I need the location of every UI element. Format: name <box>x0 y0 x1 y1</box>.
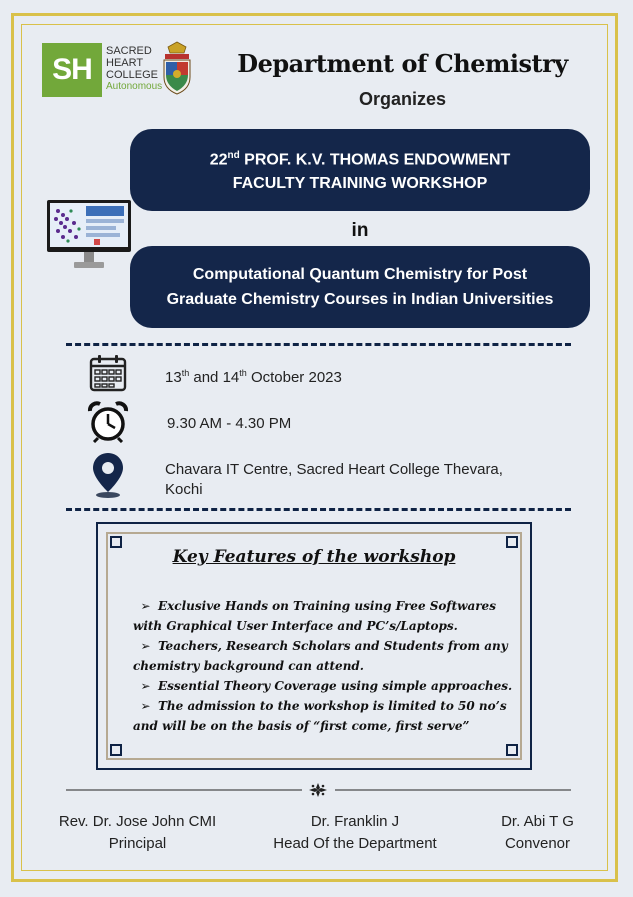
location-pin-icon <box>90 451 126 499</box>
computer-monitor-icon <box>46 199 132 273</box>
arrow-bullet-icon: ➢ <box>140 679 151 693</box>
venue-line-2: Kochi <box>165 481 203 498</box>
alarm-clock-icon <box>87 401 129 443</box>
calendar-icon <box>89 354 127 392</box>
date-day-1: 13 <box>165 369 182 386</box>
logo-line-4: Autonomous <box>106 81 163 92</box>
college-logo-mark <box>42 43 102 97</box>
feature-text: Exclusive Hands on Training using Free Softwares <box>158 599 496 613</box>
signatory-convenor <box>480 811 595 855</box>
features-corner-ornament <box>506 744 518 756</box>
venue-line-1: Chavara IT Centre, Sacred Heart College Thevara, <box>165 461 503 478</box>
edition-number: 22 <box>209 151 228 169</box>
college-crest-icon <box>160 41 194 97</box>
feature-item <box>133 696 513 736</box>
logo-line-1: SACRED <box>106 45 152 57</box>
feature-text: The admission to the workshop is limited to 50 no’s <box>158 699 507 713</box>
features-title: Key Features of the workshop <box>172 547 456 567</box>
feature-item <box>133 676 513 696</box>
workshop-title-line-1 <box>130 144 590 172</box>
workshop-title-banner <box>130 129 590 211</box>
signatory-hod <box>250 811 460 855</box>
edition-suffix: nd <box>227 149 240 161</box>
organizes-label: Organizes <box>358 89 447 109</box>
signatory-role: Principal <box>108 835 167 852</box>
event-venue <box>165 460 503 500</box>
ornament-divider <box>66 783 571 797</box>
event-date <box>165 363 342 388</box>
topic-line-2: Graduate Chemistry Courses in Indian Universities <box>166 291 554 308</box>
event-time: 9.30 AM - 4.30 PM <box>167 415 292 432</box>
feature-text: with Graphical User Interface and PC’s/Laptops. <box>133 619 458 633</box>
department-title: Department of Chemistry <box>237 49 568 78</box>
logo-initials: SH <box>52 53 92 86</box>
feature-text: chemistry background can attend. <box>133 659 364 673</box>
topic-banner <box>130 246 590 328</box>
divider-bottom <box>66 508 571 511</box>
date-and: and <box>189 369 223 386</box>
logo-line-2: HEART <box>106 57 144 69</box>
feature-item <box>133 596 513 636</box>
arrow-bullet-icon: ➢ <box>140 699 151 713</box>
feature-text: Teachers, Research Scholars and Students from any <box>158 639 508 653</box>
signatory-role: Head Of the Department <box>273 835 437 852</box>
signatory-principal <box>40 811 235 855</box>
college-logo-text <box>106 45 162 93</box>
date-month-year: October 2023 <box>246 369 342 386</box>
features-list <box>133 596 513 736</box>
signatory-name: Dr. Franklin J <box>310 813 400 830</box>
logo-line-3: COLLEGE <box>106 69 158 81</box>
connector-in: in <box>351 220 369 241</box>
date-day-2: 14 <box>222 369 240 386</box>
date-suffix-1: th <box>181 368 190 378</box>
divider-top <box>66 343 571 346</box>
arrow-bullet-icon: ➢ <box>140 599 151 613</box>
feature-text: Essential Theory Coverage using simple approaches. <box>158 679 513 693</box>
features-corner-ornament <box>110 744 122 756</box>
endowment-name: PROF. K.V. THOMAS ENDOWMENT <box>239 151 511 169</box>
signatory-name: Dr. Abi T G <box>501 813 574 830</box>
date-suffix-2: th <box>239 368 247 378</box>
feature-item <box>133 636 513 676</box>
topic-line-1: Computational Quantum Chemistry for Post <box>192 266 528 283</box>
workshop-title-line-2: FACULTY TRAINING WORKSHOP <box>232 175 488 193</box>
feature-text: and will be on the basis of “first come, first serve” <box>133 719 470 733</box>
arrow-bullet-icon: ➢ <box>140 639 151 653</box>
signatory-name: Rev. Dr. Jose John CMI <box>58 813 217 830</box>
signatory-role: Convenor <box>504 835 571 852</box>
